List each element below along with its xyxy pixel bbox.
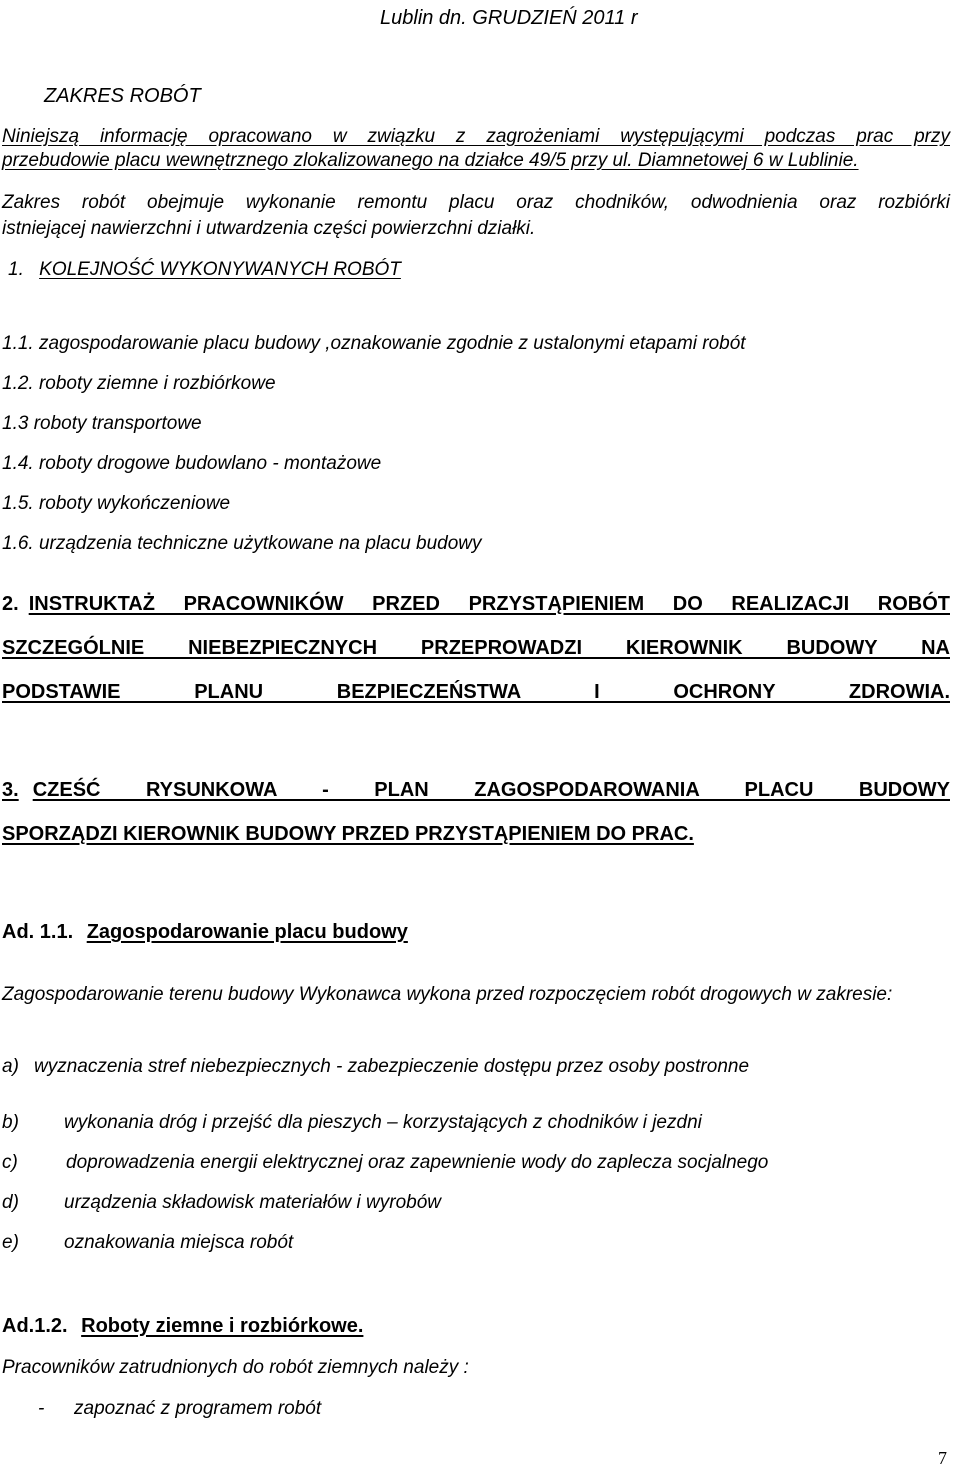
item-text: doprowadzenia energii elektrycznej oraz zapewnienie wody do zaplecza socjalnego bbox=[66, 1152, 769, 1173]
ad-1-1-item-a bbox=[0, 1056, 960, 1080]
section-3-text-1: CZEŚĆ RYSUNKOWA - PLAN ZAGOSPODAROWANIA PLACU BUDOWY bbox=[32, 779, 950, 801]
section-1-item-1: 1.1. zagospodarowanie placu budowy ,oznakowanie zgodnie z ustalonymi etapami robót bbox=[2, 333, 746, 354]
section-2-text-1: INSTRUKTAŻ PRACOWNIKÓW PRZED PRZYSTĄPIENIEM DO REALIZACJI ROBÓT bbox=[28, 593, 950, 615]
section-1-item-3: 1.3 roboty transportowe bbox=[2, 413, 202, 434]
section-1-item-6: 1.6. urządzenia techniczne użytkowane na placu budowy bbox=[2, 533, 482, 554]
ad-1-2-heading bbox=[2, 1314, 363, 1338]
intro-line-3: Zakres robót obejmuje wykonanie remontu placu oraz chodników, odwodnienia oraz rozbiórki bbox=[2, 192, 950, 213]
intro-line-1: Niniejszą informację opracowano w związku z zagrożeniami występującymi podczas prac przy bbox=[2, 126, 950, 147]
item-text: wyznaczenia stref niebezpiecznych - zabezpieczenie dostępu przez osoby postronne bbox=[34, 1056, 750, 1077]
dash-bullet: - bbox=[38, 1398, 45, 1419]
section-2-number: 2. bbox=[2, 593, 19, 615]
item-text: zapoznać z programem robót bbox=[74, 1398, 322, 1419]
section-2-line-2: SZCZEGÓLNIE NIEBEZPIECZNYCH PRZEPROWADZI KIEROWNIK BUDOWY NA bbox=[2, 637, 950, 659]
ad-1-1-title: Zagospodarowanie placu budowy bbox=[86, 921, 408, 943]
intro-line-2: przebudowie placu wewnętrznego zlokalizowanego na działce 49/5 przy ul. Diamnetowej 6 w Lublinie. bbox=[2, 150, 859, 171]
ad-1-1-item-c bbox=[0, 1152, 960, 1176]
ad-1-1-item-b bbox=[0, 1112, 960, 1136]
ad-1-2-item-1 bbox=[0, 1398, 960, 1422]
date-line: Lublin dn. GRUDZIEŃ 2011 r bbox=[380, 7, 638, 29]
section-3-line-2: SPORZĄDZI KIEROWNIK BUDOWY PRZED PRZYSTĄPIENIEM DO PRAC. bbox=[2, 823, 694, 845]
section-1-item-4: 1.4. roboty drogowe budowlano - montażowe bbox=[2, 453, 382, 474]
item-text: wykonania dróg i przejść dla pieszych – korzystających z chodników i jezdni bbox=[64, 1112, 702, 1133]
section-1-title: KOLEJNOŚĆ WYKONYWANYCH ROBÓT bbox=[39, 259, 401, 280]
page-number: 7 bbox=[938, 1448, 947, 1468]
ad-1-2-label: Ad.1.2. bbox=[2, 1315, 68, 1337]
section-2-line-3: PODSTAWIE PLANU BEZPIECZEŃSTWA I OCHRONY ZDROWIA. bbox=[2, 681, 950, 703]
item-letter: a) bbox=[2, 1056, 19, 1077]
item-letter: d) bbox=[2, 1192, 19, 1213]
ad-1-1-heading bbox=[2, 920, 408, 944]
item-text: urządzenia składowisk materiałów i wyrobów bbox=[64, 1192, 441, 1213]
section-1-item-5: 1.5. roboty wykończeniowe bbox=[2, 493, 231, 514]
item-letter: b) bbox=[2, 1112, 19, 1133]
section-1-heading bbox=[8, 258, 401, 282]
section-2-line-1 bbox=[2, 592, 950, 616]
page-title: ZAKRES ROBÓT bbox=[44, 85, 201, 107]
ad-1-2-title: Roboty ziemne i rozbiórkowe. bbox=[81, 1315, 364, 1337]
section-1-item-2: 1.2. roboty ziemne i rozbiórkowe bbox=[2, 373, 276, 394]
section-3-number: 3. bbox=[2, 779, 19, 801]
ad-1-1-item-e bbox=[0, 1232, 960, 1256]
item-letter: e) bbox=[2, 1232, 19, 1253]
section-1-number: 1. bbox=[8, 259, 24, 280]
ad-1-1-item-d bbox=[0, 1192, 960, 1216]
item-letter: c) bbox=[2, 1152, 18, 1173]
ad-1-2-lead: Pracowników zatrudnionych do robót ziemnych należy : bbox=[2, 1357, 469, 1378]
section-3-line-1 bbox=[2, 778, 950, 802]
ad-1-1-label: Ad. 1.1. bbox=[2, 921, 74, 943]
intro-line-4: istniejącej nawierzchni i utwardzenia części powierzchni działki. bbox=[2, 218, 536, 239]
ad-1-1-lead: Zagospodarowanie terenu budowy Wykonawca wykona przed rozpoczęciem robót drogowych w zakresie: bbox=[2, 984, 893, 1005]
item-text: oznakowania miejsca robót bbox=[64, 1232, 294, 1253]
